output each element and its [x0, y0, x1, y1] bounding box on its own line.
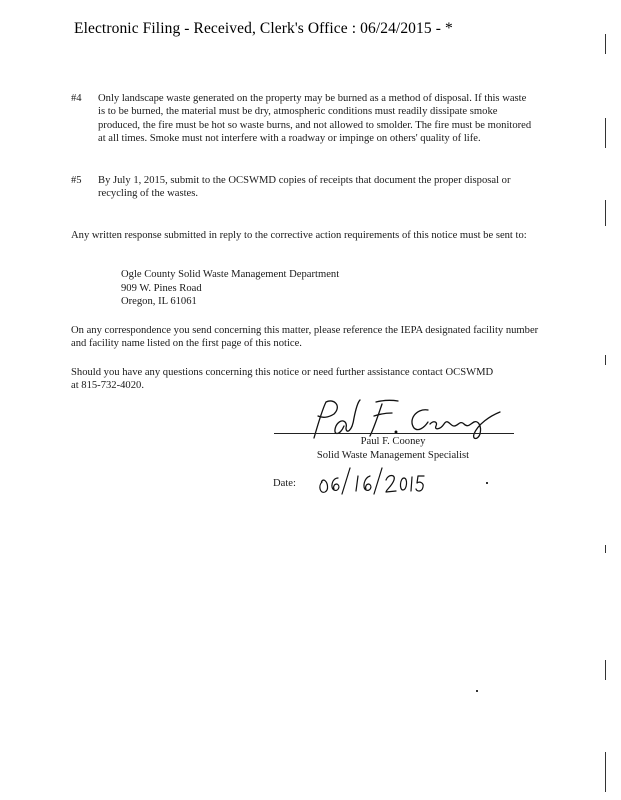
- signature-line: [274, 433, 514, 434]
- item-text-4: Only landscape waste generated on the property may be burned as a method of disposal. If this waste is to be burned, the material must be dry, atmospheric conditions must readily dissipate smoke produced, the fire must be hot so waste burns, and not allowed to smolder. The fire must be monitored at all times. Smoke must not interfere with a roadway or impinge on others' quality of life.: [98, 93, 532, 145]
- address-line-1: Ogle County Solid Waste Management Department: [121, 269, 340, 280]
- questions-note: Should you have any questions concerning this notice or need further assistance contact OCSWMD at 815-732-4020.: [71, 367, 494, 392]
- scan-mark: [605, 752, 606, 792]
- item-text-5: By July 1, 2015, submit to the OCSWMD copies of receipts that document the proper disposal or recycling of the wastes.: [98, 175, 511, 200]
- item-number-5: #5: [71, 175, 82, 186]
- address-line-3: Oregon, IL 61061: [121, 296, 197, 308]
- scan-mark: [605, 355, 606, 365]
- item-number-4: #4: [71, 93, 82, 104]
- signer-title: Solid Waste Management Specialist: [316, 450, 470, 461]
- mailing-address: [121, 268, 339, 309]
- scan-mark: [605, 200, 606, 226]
- scan-mark: [605, 545, 606, 553]
- filing-stamp: Electronic Filing - Received, Clerk's Office : 06/24/2015 - *: [74, 20, 453, 37]
- signer-name: Paul F. Cooney: [360, 436, 426, 447]
- response-instructions: Any written response submitted in reply to the corrective action requirements of this notice must be sent to:: [71, 230, 527, 241]
- scan-mark: [486, 482, 488, 484]
- scan-mark: [605, 660, 606, 680]
- scan-mark: [605, 34, 606, 54]
- date-label: Date:: [273, 478, 296, 489]
- handwritten-date: [316, 464, 426, 496]
- correspondence-note: On any correspondence you send concerning this matter, please reference the IEPA designated facility number and facility name listed on the first page of this notice.: [71, 325, 539, 350]
- scan-mark: [605, 118, 606, 148]
- address-line-2: 909 W. Pines Road: [121, 282, 202, 294]
- scan-mark: [476, 690, 478, 692]
